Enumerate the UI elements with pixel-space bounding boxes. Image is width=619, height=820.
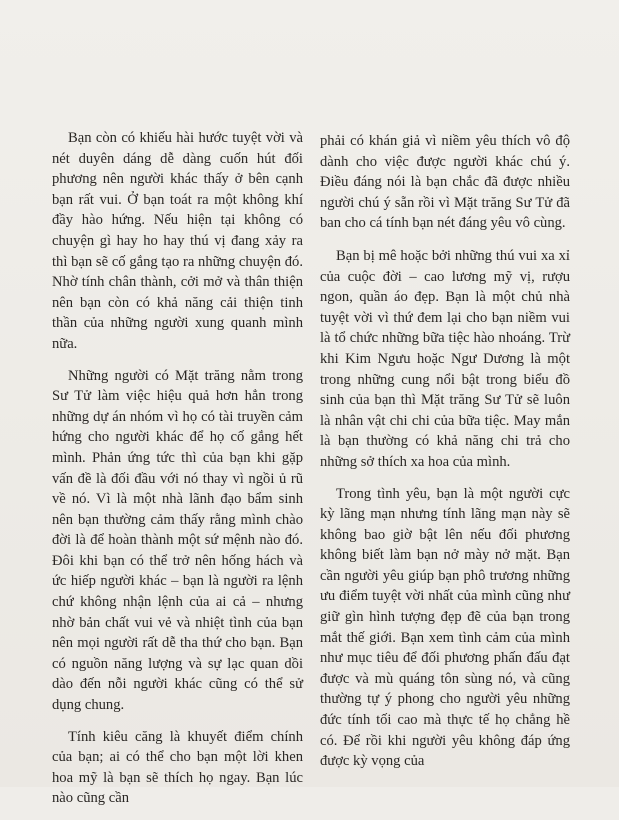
paragraph-love: Trong tình yêu, bạn là một người cực kỳ lãng mạn nhưng tính lãng mạn này sẽ không bao giờ bật lên nếu đối phương không biết làm bạn nở mày nở mặt. Bạn cần người yêu giúp bạn phô trương những ưu điểm tuyệt vời nhất của mình cũng như giữ gìn hình tượng đẹp đẽ của bạn trong mắt thế giới. Bạn xem tình cảm của mình như mục tiêu để đối phương phấn đấu đạt được và mù quáng tôn sùng nó, và cũng thường tự ý phong cho người yêu những đức tính tối cao mà thực tế họ chẳng hề có. Để rồi khi người yêu không đáp ứng được kỳ vọng của xyxy=(320,485,570,770)
paragraph-humor: Bạn còn có khiếu hài hước tuyệt vời và nét duyên dáng dễ dàng cuốn hút đối phương nên người khác thấy ở bên cạnh bạn rất vui. Ở bạn toát ra một không khí đầy hào hứng. Nếu hiện tại không có chuyện gì hay ho hay thú vị đang xảy ra thì bạn sẽ cố gắng tạo ra những chuyện đó. Nhờ tính chân thành, cởi mở và thân thiện nên bạn còn có khả năng cải thiện tinh thần của những người xung quanh mình nữa. xyxy=(52,130,303,352)
left-text-column xyxy=(52,128,303,820)
right-text-column xyxy=(320,131,570,782)
paragraph-luxury: Bạn bị mê hoặc bởi những thú vui xa xỉ của cuộc đời – cao lương mỹ vị, rượu ngon, quần áo đẹp. Bạn là một chủ nhà tuyệt vời vì thứ đem lại cho bạn niềm vui là tổ chức những bữa tiệc hào nhoáng. Trừ khi Kim Ngưu hoặc Ngư Dương là một trong những cung nổi bật trong biểu đồ sinh của bạn thì Mặt trăng Sư Tử sẽ luôn là nhân vật chi chi của bữa tiệc. May mắn là bạn thường có khả năng chi trả cho những sở thích xa hoa của mình. xyxy=(320,247,570,470)
paragraph-vanity: Tính kiêu căng là khuyết điểm chính của bạn; ai có thể cho bạn một lời khen hoa mỹ là bạn sẽ thích họ ngay. Bạn lúc nào cũng cần xyxy=(52,728,303,807)
paragraph-leadership: Những người có Mặt trăng nằm trong Sư Tử làm việc hiệu quả hơn hẳn trong những dự án nhóm vì họ có tài truyền cảm hứng cho người khác để họ cố gắng hết mình. Phản ứng tức thì của bạn khi gặp vấn đề là đối đầu với nó thay vì ngồi ủ rũ về nó. Vì là một nhà lãnh đạo bẩm sinh nên bạn thường cảm thấy rằng mình chào đời là để hoàn thành một sứ mệnh nào đó. Đôi khi bạn có thể trở nên hống hách và ức hiếp người khác – bạn là người ra lệnh chứ không nhận lệnh của ai cả – nhưng nhờ bản chất vui vẻ và nhiệt tình của bạn nên mọi người rất dễ tha thứ cho bạn. Bạn có nguồn năng lượng và sự lạc quan dồi dào đến nỗi người khác cũng có thể sử dụng chung. xyxy=(52,367,303,714)
paragraph-attention: phải có khán giả vì niềm yêu thích vô độ dành cho việc được người khác chú ý. Điều đáng nói là bạn chắc đã được nhiều người chú ý sẵn rồi vì Mặt trăng Sư Tử đã ban cho cá tính bạn nét đáng yêu vô cùng. xyxy=(320,133,570,232)
